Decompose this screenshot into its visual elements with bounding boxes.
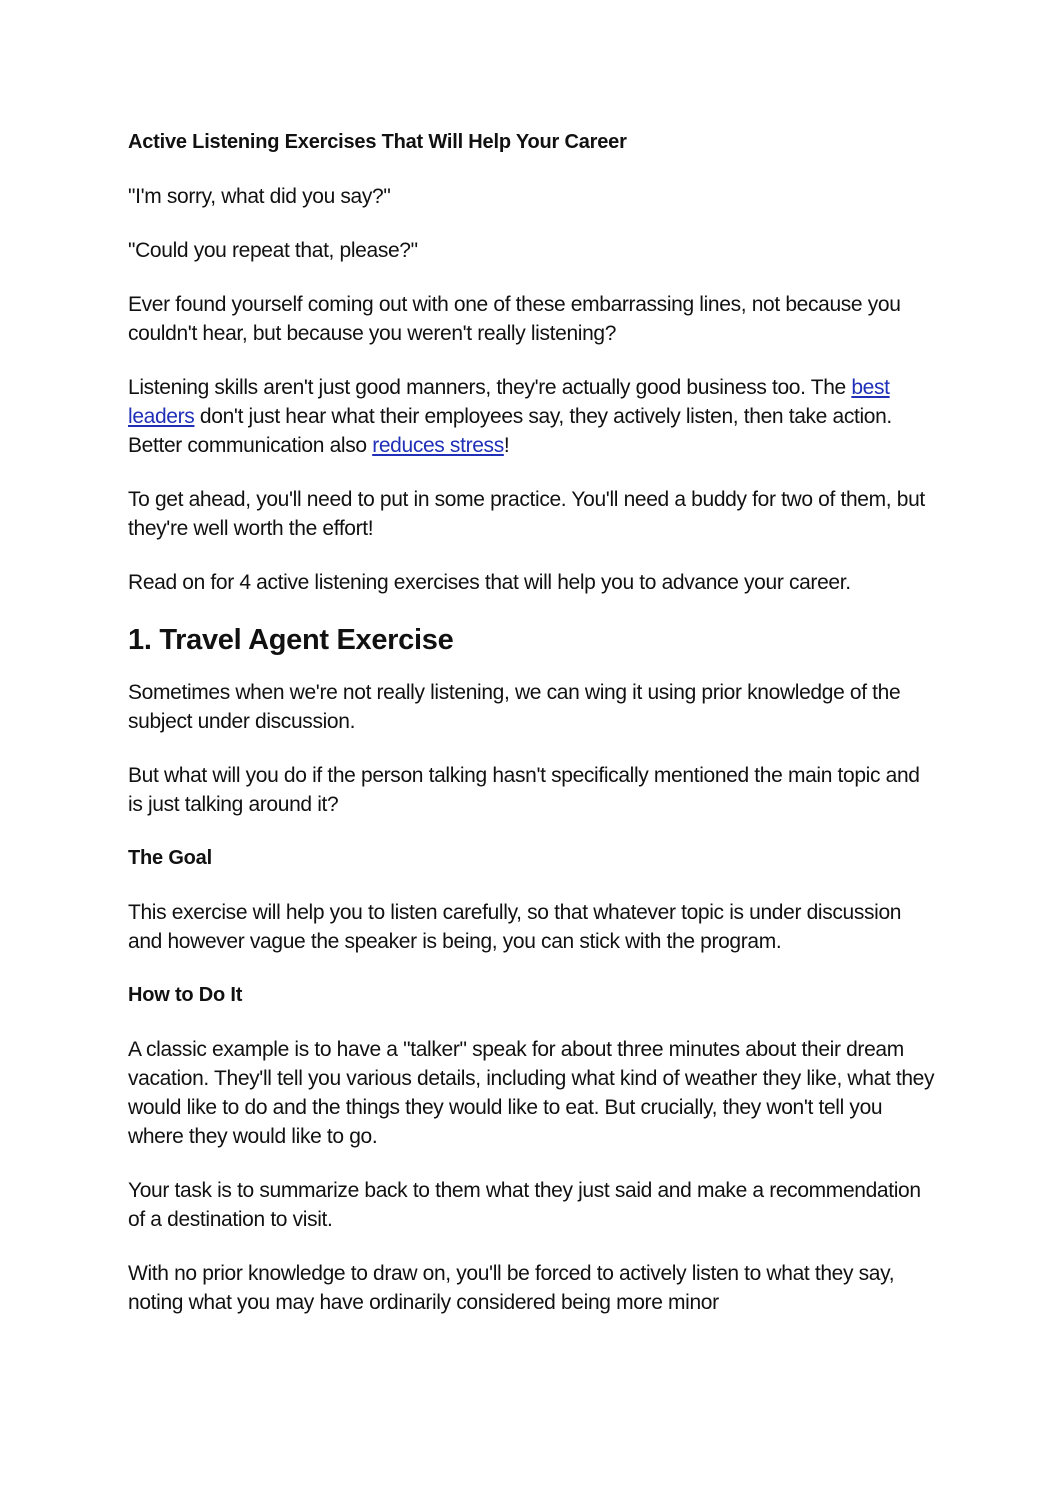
how-paragraph-1: A classic example is to have a "talker" speak for about three minutes about their dream vacation. They'll tell you various details, including what kind of weather they like, what they would like to do and the things they would like to eat. But crucially, they won't tell you where they would like to go.	[128, 1038, 935, 1148]
goal-heading: The Goal	[128, 847, 212, 869]
section1-paragraph-1: Sometimes when we're not really listening, we can wing it using prior knowledge of the subject under discussion.	[128, 681, 901, 733]
quote-sorry: "I'm sorry, what did you say?"	[128, 185, 391, 208]
skills-text-3: !	[503, 434, 510, 457]
skills-paragraph	[128, 373, 938, 460]
document-title: Active Listening Exercises That Will Help Your Career	[128, 131, 627, 153]
how-paragraph-2: Your task is to summarize back to them what they just said and make a recommendation of a destination to visit.	[128, 1179, 921, 1231]
section1-paragraph-2: But what will you do if the person talking hasn't specifically mentioned the main topic and is just talking around it?	[128, 764, 920, 816]
goal-paragraph: This exercise will help you to listen carefully, so that whatever topic is under discussion and however vague the speaker is being, you can stick with the program.	[128, 901, 902, 953]
how-to-heading: How to Do It	[128, 984, 243, 1006]
practice-paragraph: To get ahead, you'll need to put in some practice. You'll need a buddy for two of them, but they're well worth the effort!	[128, 488, 925, 540]
quote-repeat: "Could you repeat that, please?"	[128, 239, 418, 262]
read-on-paragraph: Read on for 4 active listening exercises that will help you to advance your career.	[128, 571, 851, 594]
intro-paragraph: Ever found yourself coming out with one of these embarrassing lines, not because you couldn't hear, but because you weren't really listening?	[128, 293, 901, 345]
reduces-stress-link[interactable]: reduces stress	[372, 434, 504, 457]
section-heading-travel-agent: 1. Travel Agent Exercise	[128, 624, 454, 656]
skills-text-2: don't just hear what their employees say, they actively listen, then take action. Better communication also	[128, 405, 892, 457]
document-body	[128, 128, 938, 1342]
how-paragraph-3: With no prior knowledge to draw on, you'll be forced to actively listen to what they say, noting what you may have ordinarily considered being more minor	[128, 1262, 895, 1314]
best-leaders-link[interactable]: best leaders	[128, 376, 890, 428]
skills-text-1: Listening skills aren't just good manners, they're actually good business too. The	[128, 376, 852, 399]
